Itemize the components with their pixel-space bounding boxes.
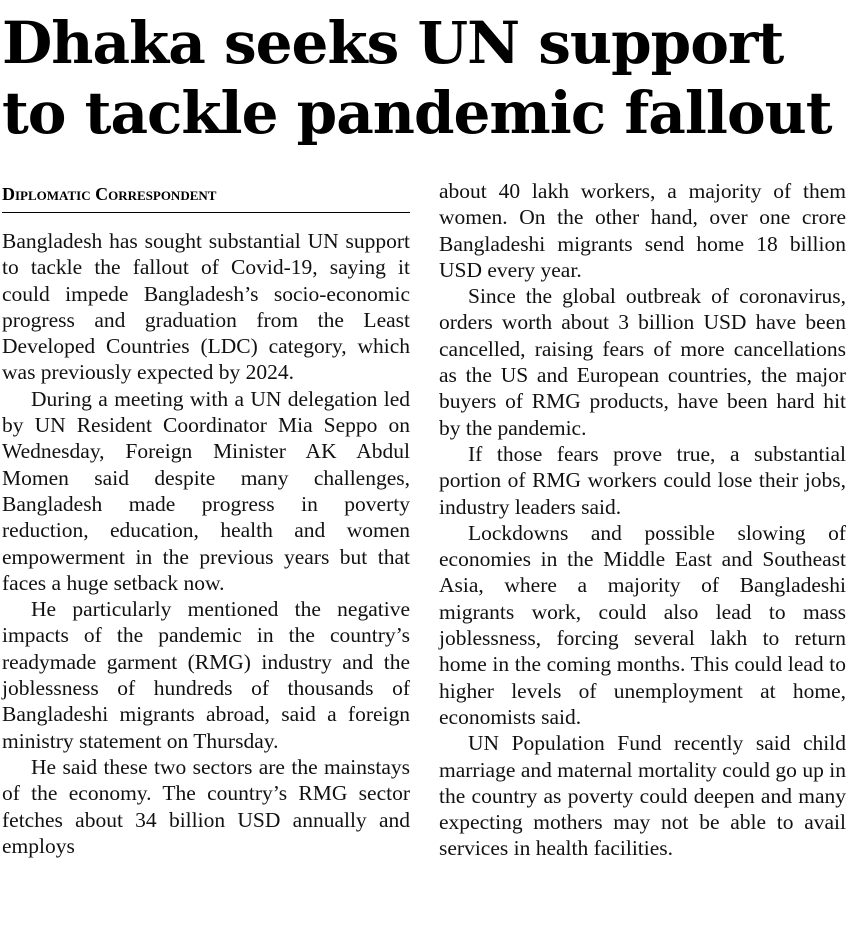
paragraph: He particularly mentioned the negative impacts of the pandemic in the country’s readymade garment (RMG) industry and the joblessness of hundreds of thousands of Bangladeshi migrants abroad, said a foreign ministry statement on Thursday.: [2, 597, 410, 753]
article-headline: [2, 8, 848, 148]
paragraph: Since the global outbreak of coronavirus, orders worth about 3 billion USD have been cancelled, raising fears of more cancellations as the US and European countries, the major buyers of RMG products, have been hard hit by the pandemic.: [439, 284, 846, 440]
article-column-left: [2, 228, 410, 859]
headline-line-1: Dhaka seeks UN support: [2, 9, 784, 77]
paragraph: UN Population Fund recently said child marriage and maternal mortality could go up in the country as poverty could deepen and many expecting mothers may not be able to avail services in health facilities.: [439, 731, 846, 861]
headline-line-2: to tackle pandemic fallout: [2, 79, 832, 147]
paragraph: During a meeting with a UN delegation led by UN Resident Coordinator Mia Seppo on Wednesday, Foreign Minister AK Abdul Momen said despite many challenges, Bangladesh made progress in poverty reduction, education, health and women empowerment in the previous years but that faces a huge setback now.: [2, 386, 410, 595]
paragraph: about 40 lakh workers, a majority of them women. On the other hand, over one crore Bangladeshi migrants send home 18 billion USD every year.: [439, 179, 846, 282]
paragraph: Lockdowns and possible slowing of economies in the Middle East and Southeast Asia, where a majority of Bangladeshi migrants work, could also lead to mass joblessness, forcing several lakh to return home in the coming months. This could lead to higher levels of unemployment at home, economists said.: [439, 520, 846, 729]
byline-divider: [2, 212, 410, 213]
paragraph: Bangladesh has sought substantial UN support to tackle the fallout of Covid-19, saying it could impede Bangladesh’s socio-economic progress and graduation from the Least Developed Countries (LDC) category, which was previously expected by 2024.: [2, 229, 410, 385]
article-column-right: [439, 178, 846, 862]
paragraph: He said these two sectors are the mainstays of the economy. The country’s RMG sector fetches about 34 billion USD annually and employs: [2, 754, 410, 858]
byline: Diplomatic Correspondent: [2, 184, 217, 204]
paragraph: If those fears prove true, a substantial portion of RMG workers could lose their jobs, industry leaders said.: [439, 441, 846, 519]
